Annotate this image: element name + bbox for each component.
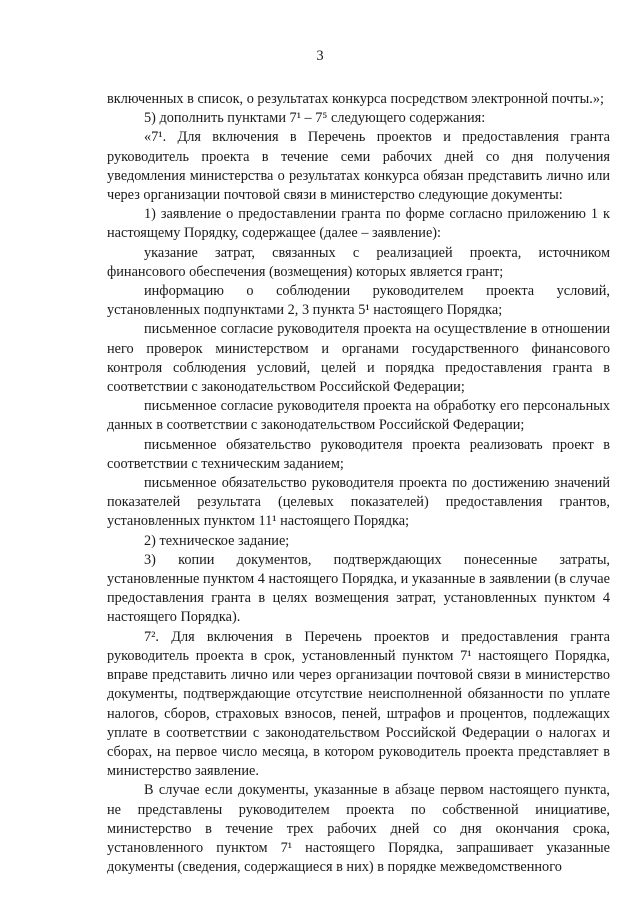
- paragraph: 1) заявление о предоставлении гранта по форме согласно приложению 1 к настоящему Порядку, содержащее (далее – заявление):: [107, 206, 610, 242]
- document-body: [107, 90, 610, 877]
- paragraph: письменное согласие руководителя проекта на осуществление в отношении него проверок министерством и органами государственного финансового контроля соблюдения условий, целей и порядка предоставления гранта в соответствии с законодательством Российской Федерации;: [107, 321, 610, 396]
- paragraph: 5) дополнить пунктами 7¹ – 7⁵ следующего содержания:: [144, 110, 486, 127]
- paragraph: письменное обязательство руководителя проекта по достижению значений показателей результата (целевых показателей) предоставления грантов, установленных пунктом 11¹ настоящего Порядка;: [107, 475, 610, 530]
- paragraph: 3) копии документов, подтверждающих понесенные затраты, установленные пунктом 4 настоящего Порядка, и указанные в заявлении (в случае предоставления гранта в целях возмещения затрат, установленных пунктом 4 настоящего Порядка).: [107, 551, 610, 626]
- paragraph: письменное обязательство руководителя проекта реализовать проект в соответствии с техническим заданием;: [107, 436, 610, 472]
- paragraph: 2) техническое задание;: [144, 532, 290, 549]
- paragraph: 7². Для включения в Перечень проектов и предоставления гранта руководитель проекта в срок, установленный пунктом 7¹ настоящего Порядка, вправе представить лично или через организации почтовой связи в министерство документы, подтверждающие отсутствие неисполненной обязанности по уплате налогов, сборов, страховых взносов, пеней, штрафов и процентов, подлежащих уплате в соответствии с законодательством Российской Федерации о налогах и сборах, на первое число месяца, в котором руководитель проекта представляет в министерство заявление.: [107, 628, 610, 780]
- paragraph: письменное согласие руководителя проекта на обработку его персональных данных в соответствии с законодательством Российской Федерации;: [107, 398, 610, 434]
- paragraph: «7¹. Для включения в Перечень проектов и предоставления гранта руководитель проекта в течение семи рабочих дней со дня получения уведомления министерства о результатах конкурса обязан представить лично или через организации почтовой связи в министерство следующие документы:: [107, 129, 610, 204]
- paragraph: В случае если документы, указанные в абзаце первом настоящего пункта, не представлены руководителем проекта по собственной инициативе, министерство в течение трех рабочих дней со дня окончания срока, установленного пунктом 7¹ настоящего Порядка, запрашивает указанные документы (сведения, содержащиеся в них) в порядке межведомственного: [107, 782, 610, 876]
- paragraph: информацию о соблюдении руководителем проекта условий, установленных подпунктами 2, 3 пункта 5¹ настоящего Порядка;: [107, 283, 610, 319]
- paragraph: включенных в список, о результатах конкурса посредством электронной почты.»;: [107, 91, 604, 107]
- page-number: 3: [316, 48, 324, 64]
- paragraph: указание затрат, связанных с реализацией проекта, источником финансового обеспечения (возмещения) которых является грант;: [107, 244, 610, 280]
